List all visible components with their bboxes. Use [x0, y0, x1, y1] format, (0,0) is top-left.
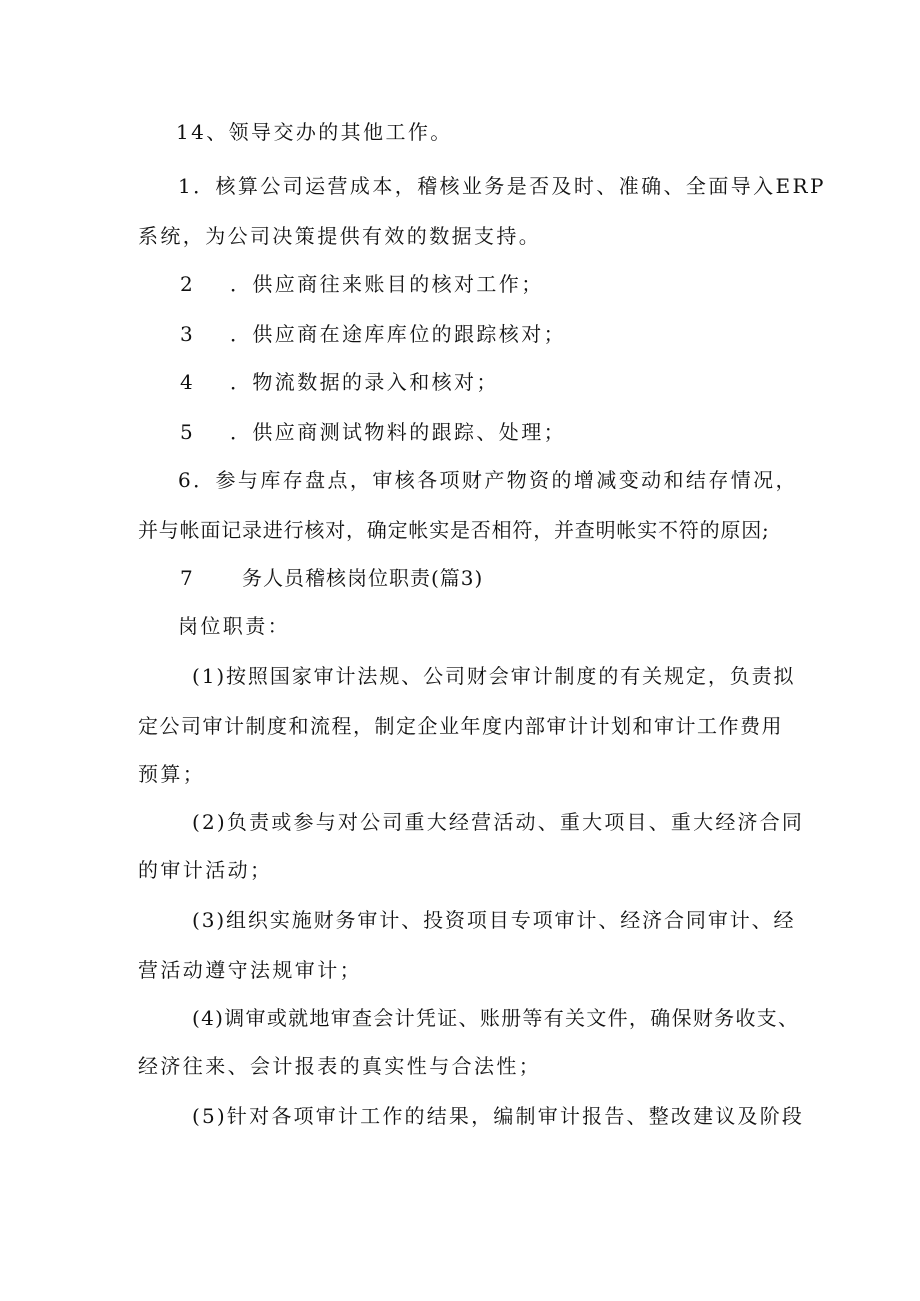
paragraph-line: 的审计活动；	[138, 858, 273, 882]
section-heading: 7 务人员稽核岗位职责(篇3)	[180, 566, 484, 590]
paragraph-line: 系统，为公司决策提供有效的数据支持。	[138, 224, 542, 248]
paragraph-line: (1)按照国家审计法规、公司财会审计制度的有关规定，负责拟	[192, 664, 796, 688]
paragraph-line: (4)调审或就地审查会计凭证、账册等有关文件，确保财务收支、	[192, 1006, 800, 1030]
list-item: 4 ．物流数据的录入和核对；	[180, 370, 499, 394]
list-number: 3	[180, 322, 196, 346]
list-number: 2	[180, 272, 196, 296]
paragraph-line: 定公司审计制度和流程，制定企业年度内部审计计划和审计工作费用	[138, 714, 783, 738]
paragraph-line: (3)组织实施财务审计、投资项目专项审计、经济合同审计、经	[192, 908, 796, 932]
paragraph-line: 预算；	[138, 762, 206, 786]
list-number: 4	[180, 370, 196, 394]
list-item: 2 ．供应商往来账目的核对工作；	[180, 272, 544, 296]
list-item: 5 ．供应商测试物料的跟踪、处理；	[180, 420, 566, 444]
paragraph-line: 经济往来、会计报表的真实性与合法性；	[138, 1054, 542, 1078]
paragraph-line: 并与帐面记录进行核对，确定帐实是否相符，并查明帐实不符的原因;	[138, 518, 770, 542]
paragraph-line: (2)负责或参与对公司重大经营活动、重大项目、重大经济合同	[192, 810, 805, 834]
paragraph-line: 1．核算公司运营成本，稽核业务是否及时、准确、全面导入ERP	[178, 174, 826, 198]
paragraph-line: 14、领导交办的其他工作。	[176, 120, 453, 144]
list-item: 3 ．供应商在途库库位的跟踪核对；	[180, 322, 566, 346]
paragraph-line: 岗位职责：	[178, 614, 290, 638]
list-number: 5	[180, 420, 196, 444]
paragraph-line: (5)针对各项审计工作的结果，编制审计报告、整改建议及阶段	[192, 1104, 805, 1128]
list-number: 7	[180, 566, 194, 590]
paragraph-line: 营活动遵守法规审计；	[138, 958, 362, 982]
paragraph-line: 6．参与库存盘点，审核各项财产物资的增减变动和结存情况，	[178, 468, 798, 492]
